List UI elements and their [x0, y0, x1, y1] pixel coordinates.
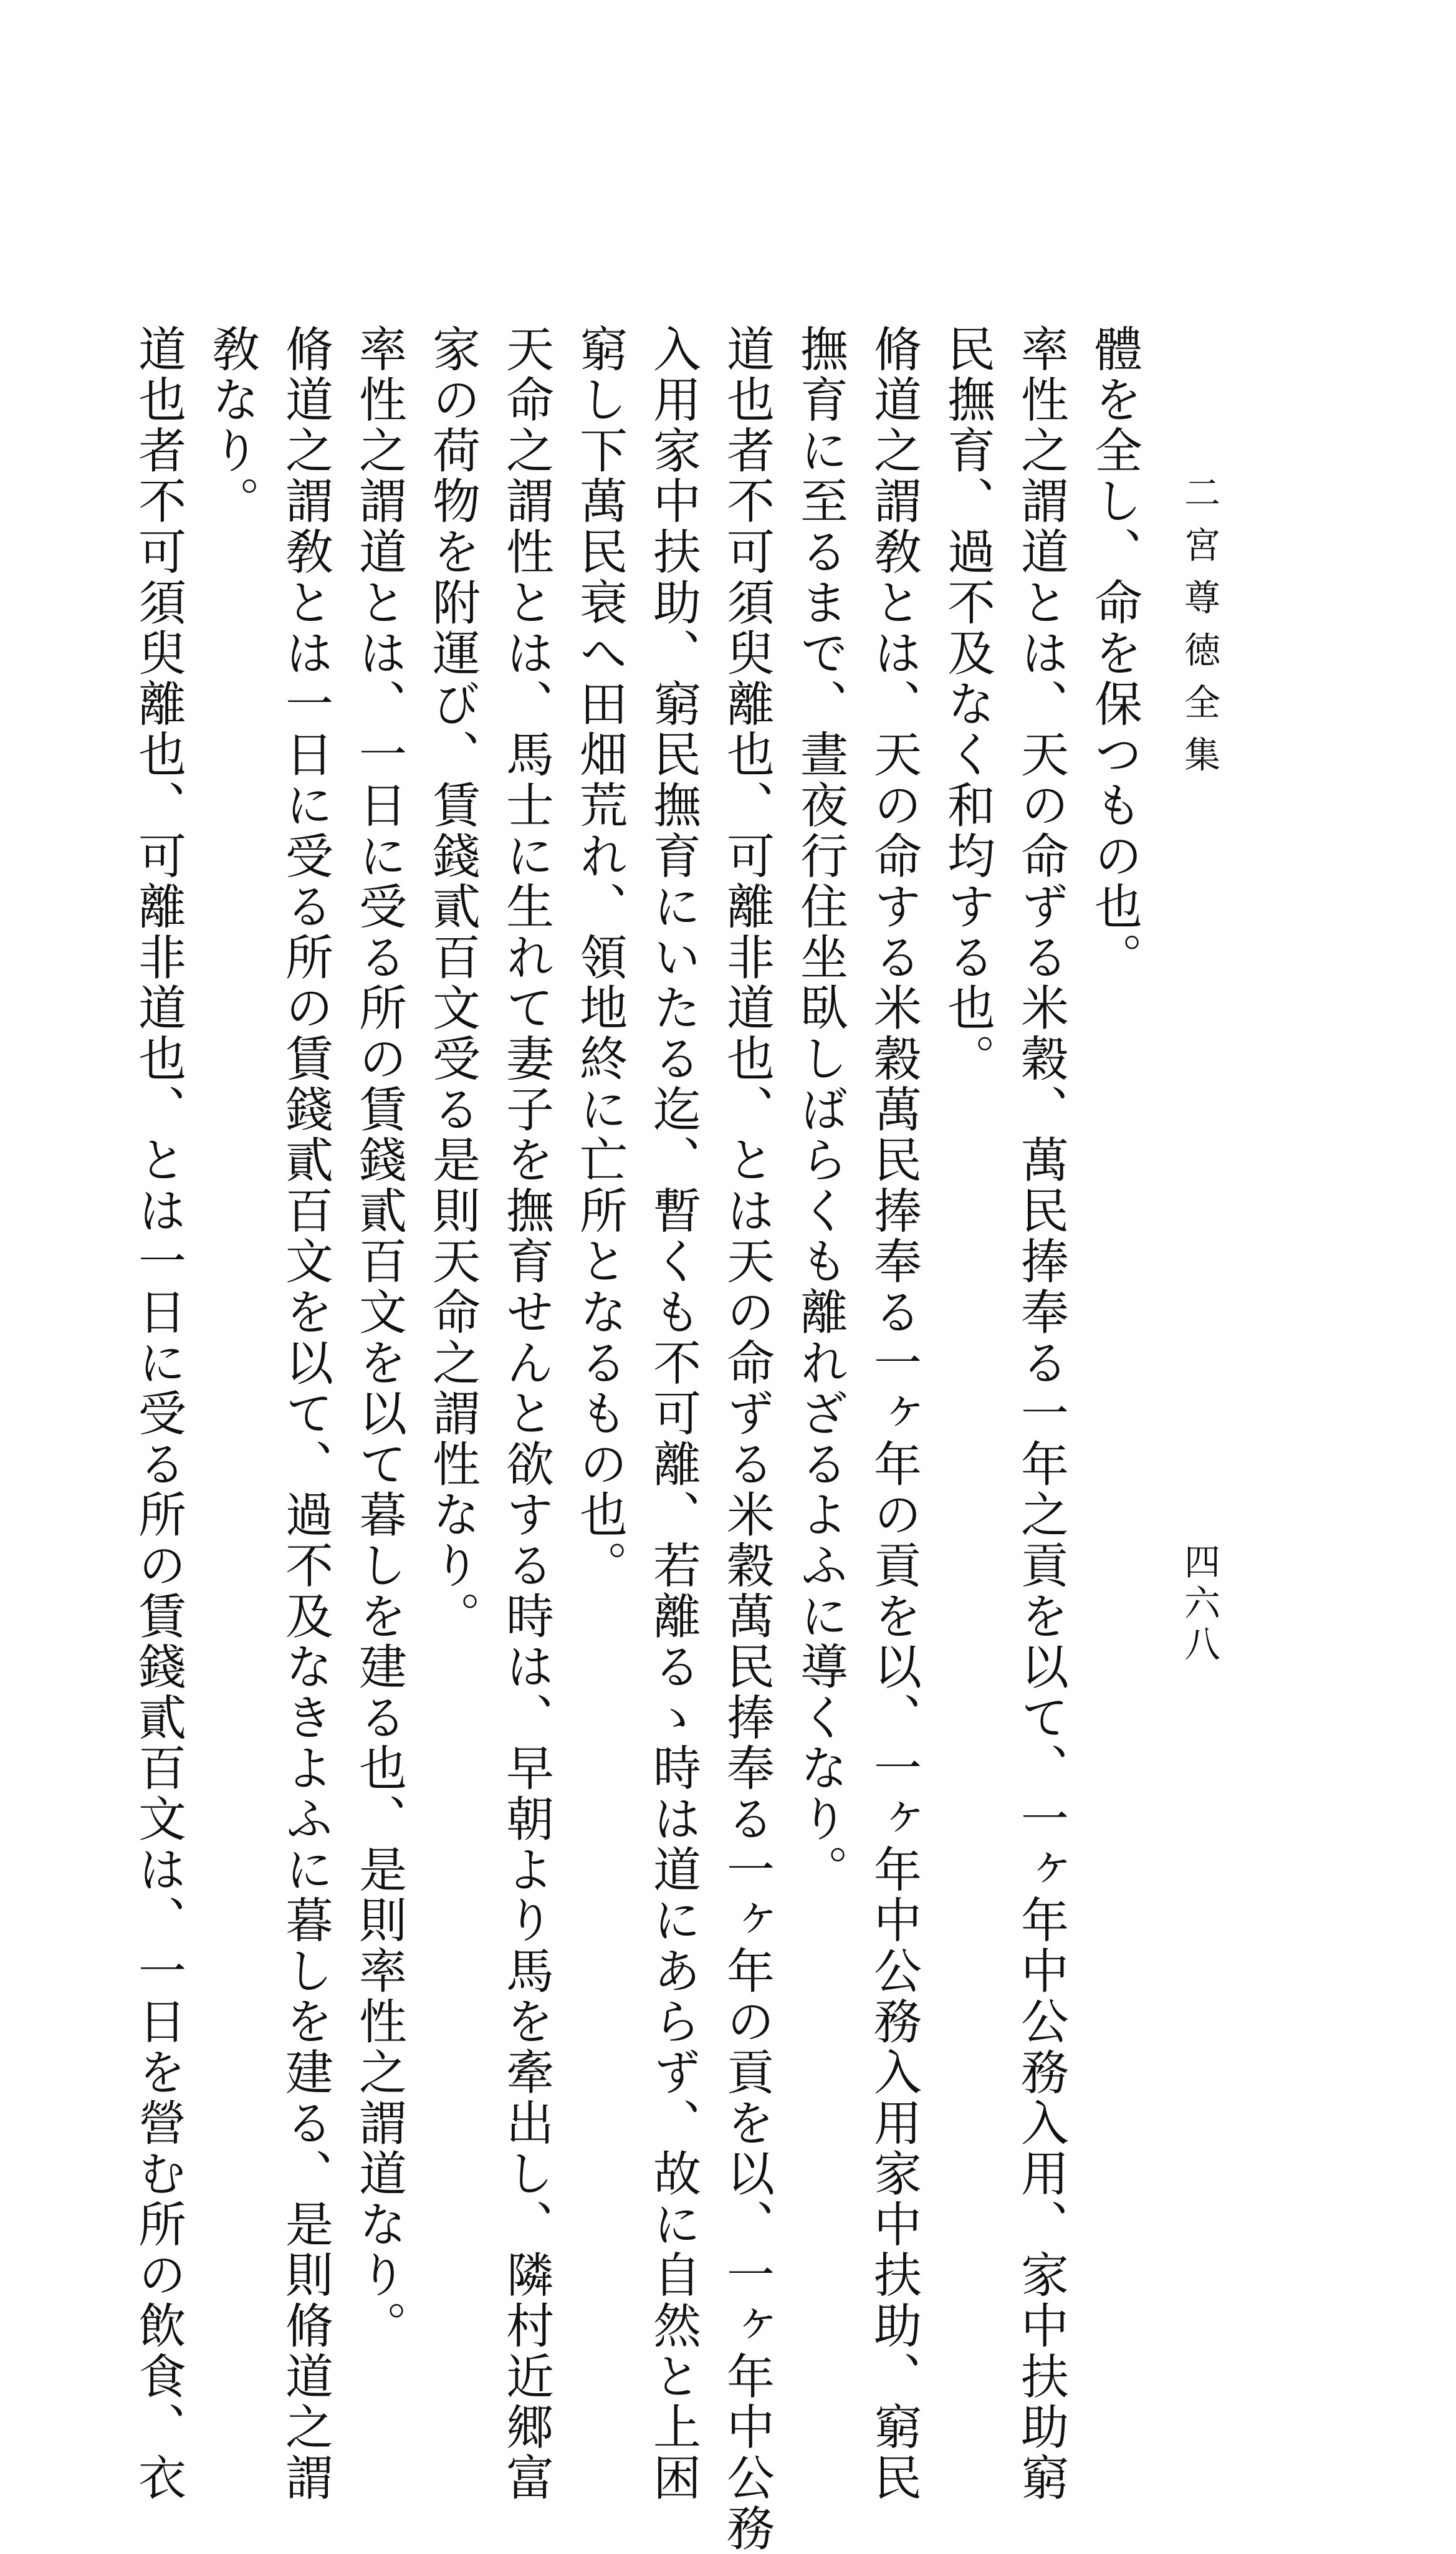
text-line: 脩道之謂敎とは一日に受る所の賃錢貳百文を以て、過不及なきよふに暮しを建る、是則脩道之謂: [277, 324, 333, 2504]
text-line: 家の荷物を附運び、賃錢貳百文受る是則天命之謂性なり。: [424, 324, 480, 1642]
running-title: 二宮尊徳全集: [1178, 474, 1220, 788]
text-line: 民撫育、過不及なく和均する也。: [939, 324, 995, 1085]
text-line: 道也者不可須臾離也、可離非道也、とは天の命ずる米穀萬民捧奉る一ヶ年の貢を以、一ヶ年中公務: [719, 324, 774, 2554]
page-number: 四六八: [1178, 1543, 1220, 1666]
text-line: 體を全し、命を保つもの也。: [1086, 324, 1142, 983]
text-line: 率性之謂道とは、一日に受る所の賃錢貳百文を以て暮しを建る也、是則率性之謂道なり。: [351, 324, 406, 2352]
body-text: [121, 324, 1151, 2554]
text-line: 入用家中扶助、窮民撫育にいたる迄、暫くも不可離、若離るゝ時は道にあらず、故に自然と上困: [645, 324, 701, 2504]
text-line: 率性之謂道とは、天の命ずる米穀、萬民捧奉る一年之貢を以て、一ヶ年中公務入用、家中扶助窮: [1013, 324, 1068, 2504]
text-line: 天命之謂性とは、馬士に生れて妻子を撫育せんと欲する時は、早朝より馬を牽出し、隣村近郷富: [498, 324, 553, 2504]
text-line: 撫育に至るまで、晝夜行住坐臥しばらくも離れざるよふに導くなり。: [792, 324, 848, 1896]
text-line: 道也者不可須臾離也、可離非道也、とは一日に受る所の賃錢貳百文は、一日を營む所の飲食、衣: [130, 324, 186, 2504]
text-line: 脩道之謂敎とは、天の命する米穀萬民捧奉る一ヶ年の貢を以、一ヶ年中公務入用家中扶助、窮民: [866, 324, 921, 2504]
text-line: 敎なり。: [204, 324, 259, 527]
text-line: 窮し下萬民衰へ田畑荒れ、領地終に亡所となるもの也。: [572, 324, 627, 1591]
